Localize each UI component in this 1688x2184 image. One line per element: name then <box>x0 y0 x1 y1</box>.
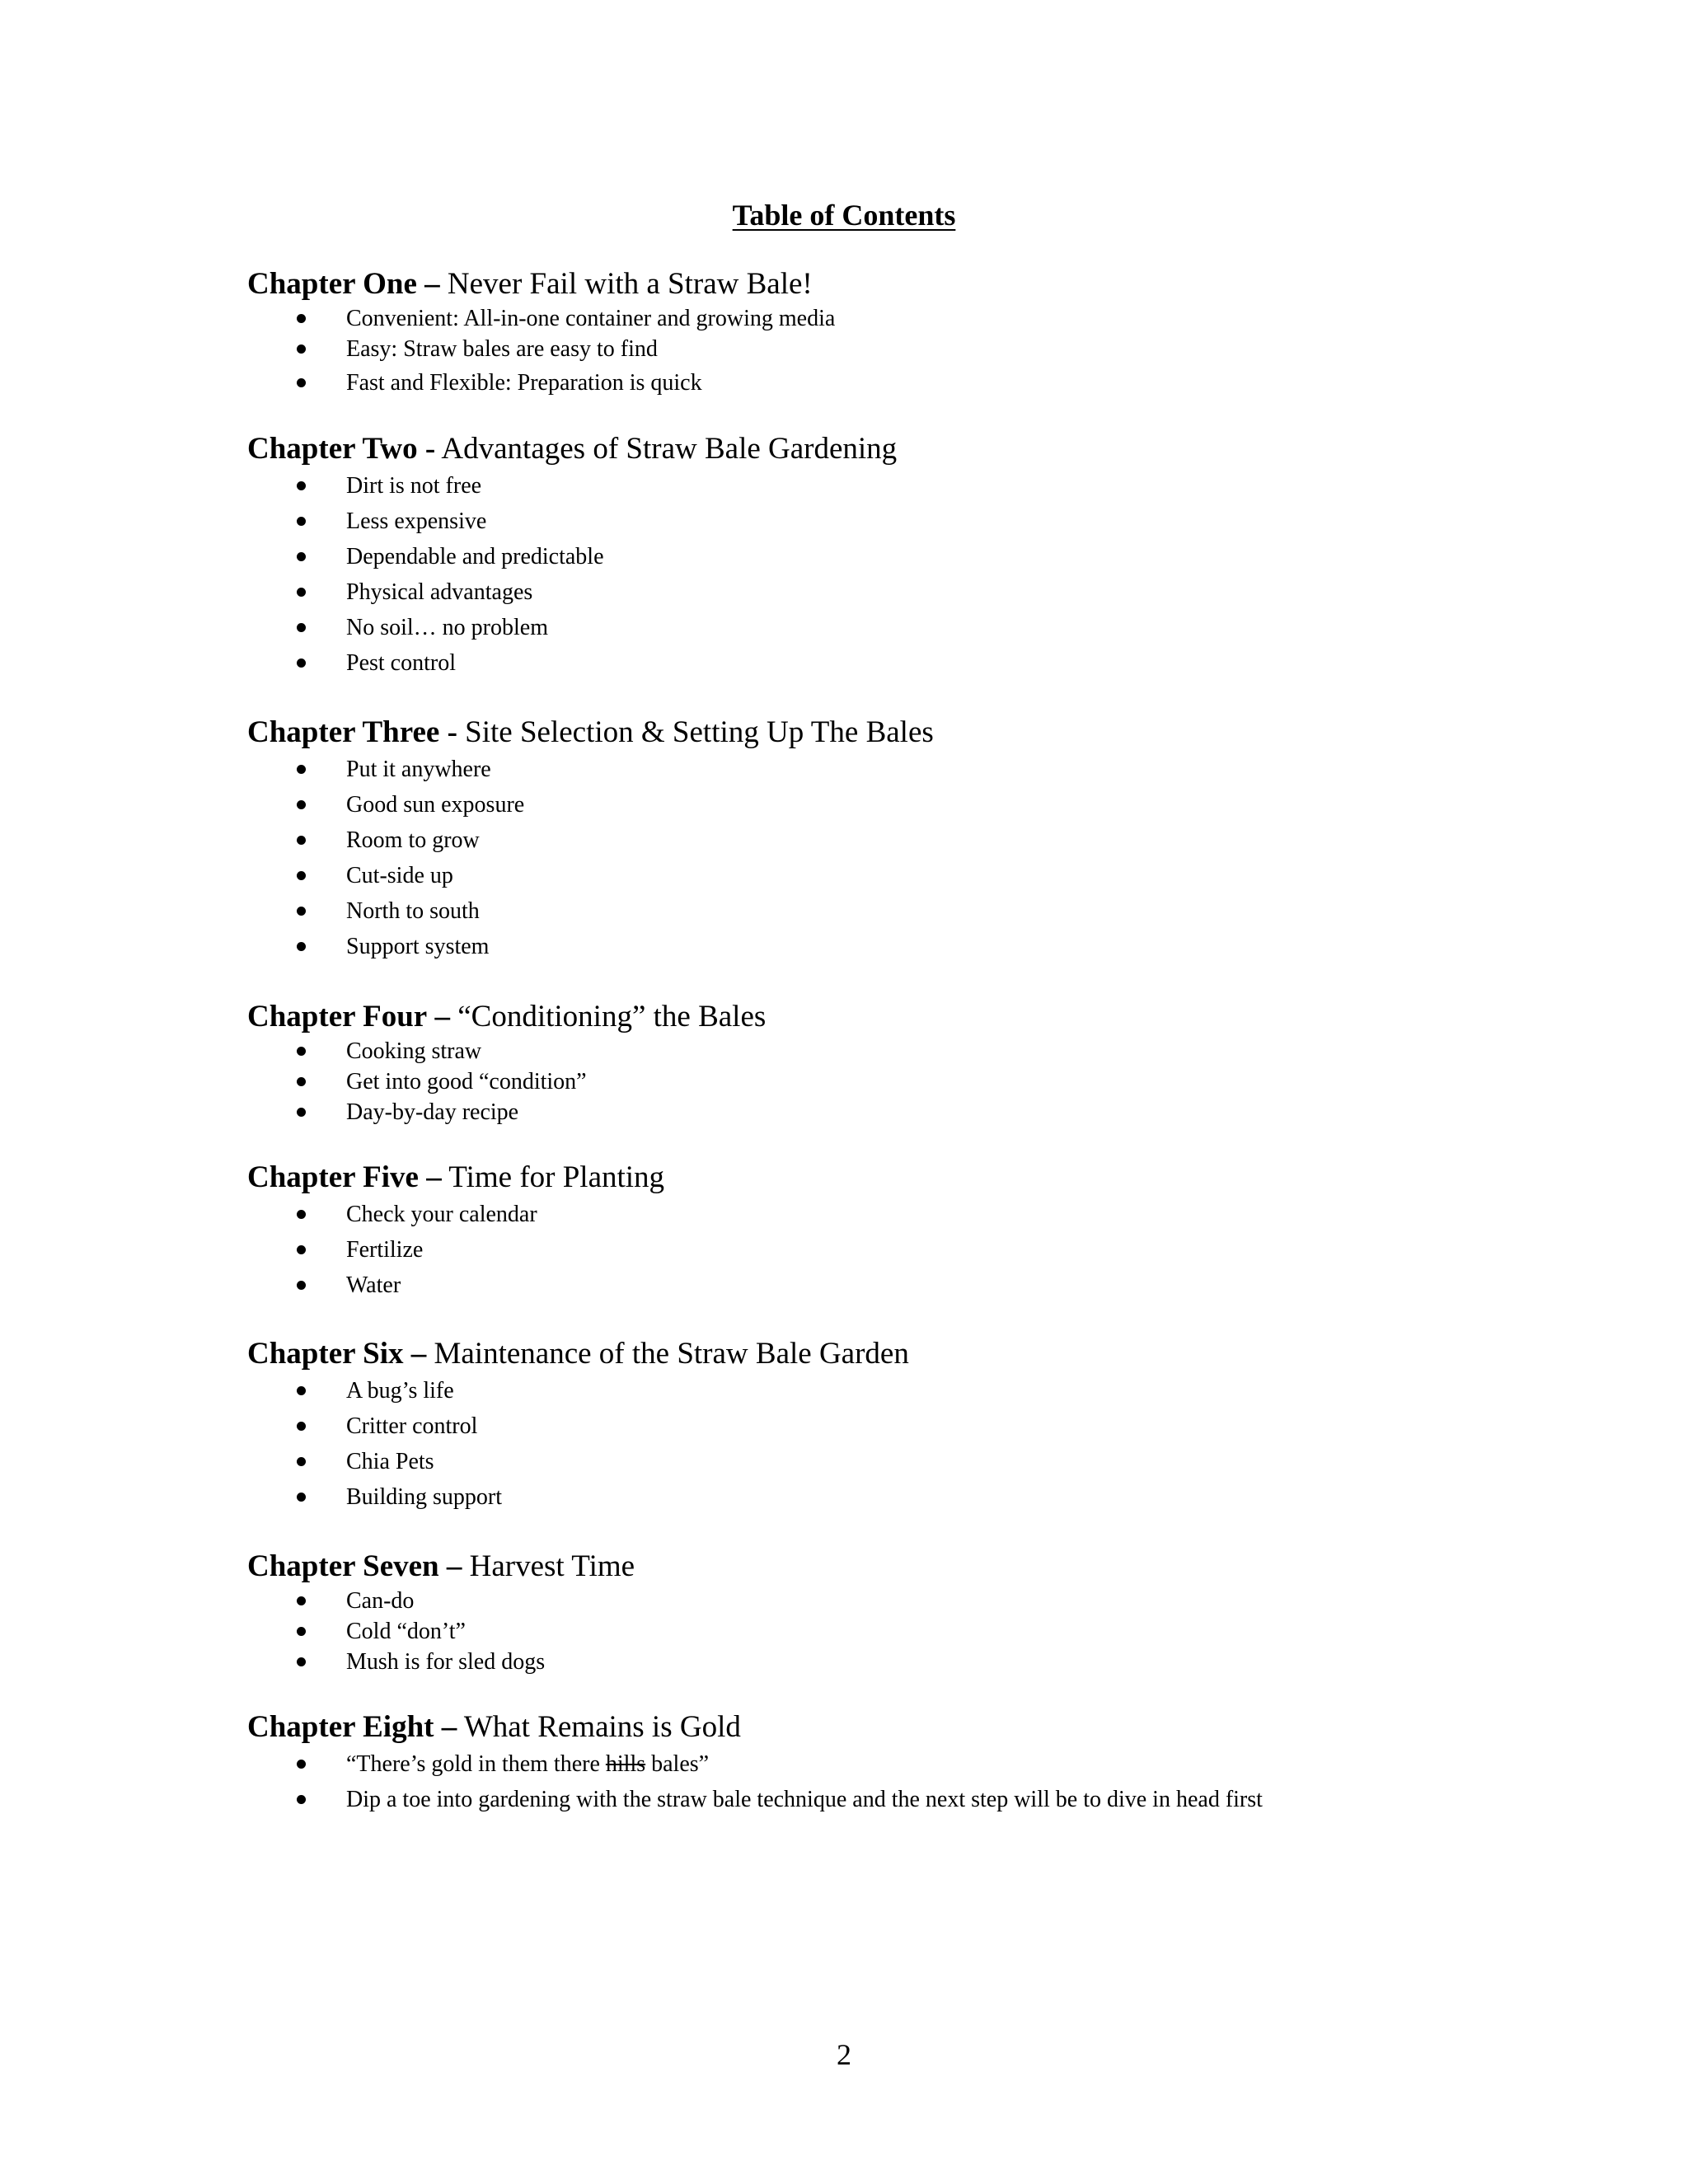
list-item <box>247 1647 1648 1677</box>
chapter-section <box>247 1708 1648 1817</box>
chapter-items <box>247 468 1648 681</box>
list-item-text: Can-do <box>346 1588 415 1614</box>
chapter-section <box>247 430 1648 681</box>
list-item-text: Fertilize <box>346 1237 424 1263</box>
list-item <box>247 1373 1648 1408</box>
list-item <box>247 1616 1648 1647</box>
bullet-icon <box>297 907 306 916</box>
chapter-heading <box>247 1708 1648 1746</box>
list-item <box>247 1232 1648 1268</box>
list-item <box>247 752 1648 787</box>
list-item-text-after: bales” <box>645 1751 710 1777</box>
page-title-text: Table of Contents <box>732 199 956 232</box>
list-item-text: Good sun exposure <box>346 792 525 818</box>
chapter-items <box>247 303 1648 402</box>
chapter-separator: – <box>434 1000 450 1033</box>
list-item-text: Less expensive <box>346 509 487 534</box>
list-item <box>247 1268 1648 1303</box>
list-item <box>247 303 1648 334</box>
bullet-icon <box>297 658 306 668</box>
chapter-separator: – <box>410 1337 427 1371</box>
chapter-heading <box>247 1548 1648 1586</box>
list-item <box>247 574 1648 610</box>
chapter-title: Never Fail with a Straw Bale! <box>447 267 813 301</box>
bullet-icon <box>297 314 306 323</box>
list-item <box>247 787 1648 823</box>
chapter-section <box>247 1159 1648 1303</box>
list-item <box>247 1036 1648 1066</box>
bullet-icon <box>297 1422 306 1431</box>
list-item <box>247 468 1648 504</box>
chapter-number: Chapter One <box>247 267 417 301</box>
list-item-text: Put it anywhere <box>346 757 491 782</box>
chapter-number: Chapter Four <box>247 1000 428 1033</box>
bullet-icon <box>297 623 306 632</box>
list-item <box>247 364 1648 402</box>
list-item-text: Convenient: All-in-one container and growing media <box>346 306 836 331</box>
chapter-title: Advantages of Straw Bale Gardening <box>441 432 898 466</box>
chapter-items <box>247 1036 1648 1127</box>
chapter-items <box>247 1746 1648 1817</box>
list-item <box>247 504 1648 539</box>
chapter-number: Chapter Two <box>247 432 418 466</box>
list-item <box>247 1746 1648 1782</box>
chapter-section <box>247 1335 1648 1515</box>
chapter-separator: - <box>424 432 436 466</box>
bullet-icon <box>297 481 306 490</box>
list-item <box>247 858 1648 893</box>
list-item <box>247 334 1648 364</box>
list-item-text: Dip a toe into gardening with the straw bale technique and the next step will be to dive in head first <box>346 1787 1263 1812</box>
list-item <box>247 539 1648 574</box>
bullet-icon <box>297 1657 306 1666</box>
list-item-text: Fast and Flexible: Preparation is quick <box>346 370 702 396</box>
list-item-text: Water <box>346 1272 401 1298</box>
chapter-items <box>247 1586 1648 1677</box>
bullet-icon <box>297 1386 306 1395</box>
list-item-text: Support system <box>346 934 490 959</box>
chapter-heading <box>247 265 1648 303</box>
bullet-icon <box>297 1077 306 1086</box>
chapter-items <box>247 752 1648 964</box>
list-item-text: No soil… no problem <box>346 615 548 640</box>
bullet-icon <box>297 1760 306 1769</box>
chapter-section <box>247 998 1648 1127</box>
chapter-number: Chapter Six <box>247 1337 404 1371</box>
chapter-number: Chapter Three <box>247 715 440 749</box>
list-item-text: Pest control <box>346 650 456 676</box>
bullet-icon <box>297 800 306 809</box>
chapter-section <box>247 265 1648 402</box>
list-item-text: A bug’s life <box>346 1378 454 1404</box>
bullet-icon <box>297 871 306 880</box>
list-item-text: Mush is for sled dogs <box>346 1649 546 1675</box>
list-item <box>247 1408 1648 1444</box>
chapter-title: What Remains is Gold <box>463 1710 741 1744</box>
list-item <box>247 1066 1648 1097</box>
bullet-icon <box>297 1245 306 1254</box>
bullet-icon <box>297 1047 306 1056</box>
list-item-text: Cold “don’t” <box>346 1619 466 1644</box>
list-item-text: Physical advantages <box>346 579 533 605</box>
list-item-text-before: “There’s gold in them there <box>346 1751 606 1777</box>
list-item <box>247 1444 1648 1479</box>
bullet-icon <box>297 1795 306 1804</box>
list-item <box>247 1197 1648 1232</box>
chapter-title: Maintenance of the Straw Bale Garden <box>434 1337 909 1371</box>
struck-through-text: hills <box>605 1751 646 1777</box>
bullet-icon <box>297 836 306 845</box>
bullet-icon <box>297 1627 306 1636</box>
chapter-separator: – <box>441 1710 457 1744</box>
chapter-title: Time for Planting <box>448 1160 665 1194</box>
bullet-icon <box>297 552 306 561</box>
chapter-title: Harvest Time <box>469 1549 635 1583</box>
list-item <box>247 610 1648 645</box>
list-item-text: Easy: Straw bales are easy to find <box>346 336 658 362</box>
bullet-icon <box>297 517 306 526</box>
bullet-icon <box>297 344 306 354</box>
chapter-separator: – <box>446 1549 462 1583</box>
chapter-items <box>247 1197 1648 1303</box>
chapter-title: Site Selection & Setting Up The Bales <box>465 715 934 749</box>
bullet-icon <box>297 1596 306 1605</box>
chapter-section <box>247 714 1648 964</box>
bullet-icon <box>297 765 306 774</box>
chapter-separator: - <box>447 715 457 749</box>
list-item-text: Room to grow <box>346 827 480 853</box>
list-item <box>247 1097 1648 1127</box>
chapter-items <box>247 1373 1648 1515</box>
bullet-icon <box>297 1457 306 1466</box>
bullet-icon <box>297 588 306 597</box>
list-item <box>247 929 1648 964</box>
chapter-heading <box>247 430 1648 468</box>
list-item <box>247 823 1648 858</box>
chapter-heading <box>247 1159 1648 1197</box>
list-item-text: Building support <box>346 1484 503 1510</box>
list-item-text: Cut-side up <box>346 863 453 888</box>
chapter-title: “Conditioning” the Bales <box>457 1000 767 1033</box>
bullet-icon <box>297 1210 306 1219</box>
list-item <box>247 1586 1648 1616</box>
bullet-icon <box>297 1281 306 1290</box>
chapter-number: Chapter Seven <box>247 1549 439 1583</box>
list-item <box>247 893 1648 929</box>
chapter-number: Chapter Eight <box>247 1710 434 1744</box>
chapter-separator: – <box>424 267 440 301</box>
list-item-text: Dirt is not free <box>346 473 482 499</box>
chapter-heading <box>247 714 1648 752</box>
list-item-text: Critter control <box>346 1413 478 1439</box>
bullet-icon <box>297 1108 306 1117</box>
chapter-section <box>247 1548 1648 1677</box>
bullet-icon <box>297 1493 306 1502</box>
page-title <box>0 196 1688 234</box>
list-item-text: Day-by-day recipe <box>346 1099 519 1125</box>
list-item <box>247 1782 1648 1817</box>
list-item-text: North to south <box>346 898 480 924</box>
list-item-text: Chia Pets <box>346 1449 434 1474</box>
chapter-heading <box>247 1335 1648 1373</box>
list-item-text: Dependable and predictable <box>346 544 604 569</box>
list-item <box>247 1479 1648 1515</box>
bullet-icon <box>297 378 306 387</box>
list-item-text: Check your calendar <box>346 1202 537 1227</box>
page-number: 2 <box>837 2038 851 2071</box>
chapter-number: Chapter Five <box>247 1160 419 1194</box>
list-item <box>247 645 1648 681</box>
chapter-heading <box>247 998 1648 1036</box>
bullet-icon <box>297 942 306 951</box>
list-item-text: Cooking straw <box>346 1038 482 1064</box>
chapter-separator: – <box>426 1160 442 1194</box>
list-item-text: Get into good “condition” <box>346 1069 587 1094</box>
